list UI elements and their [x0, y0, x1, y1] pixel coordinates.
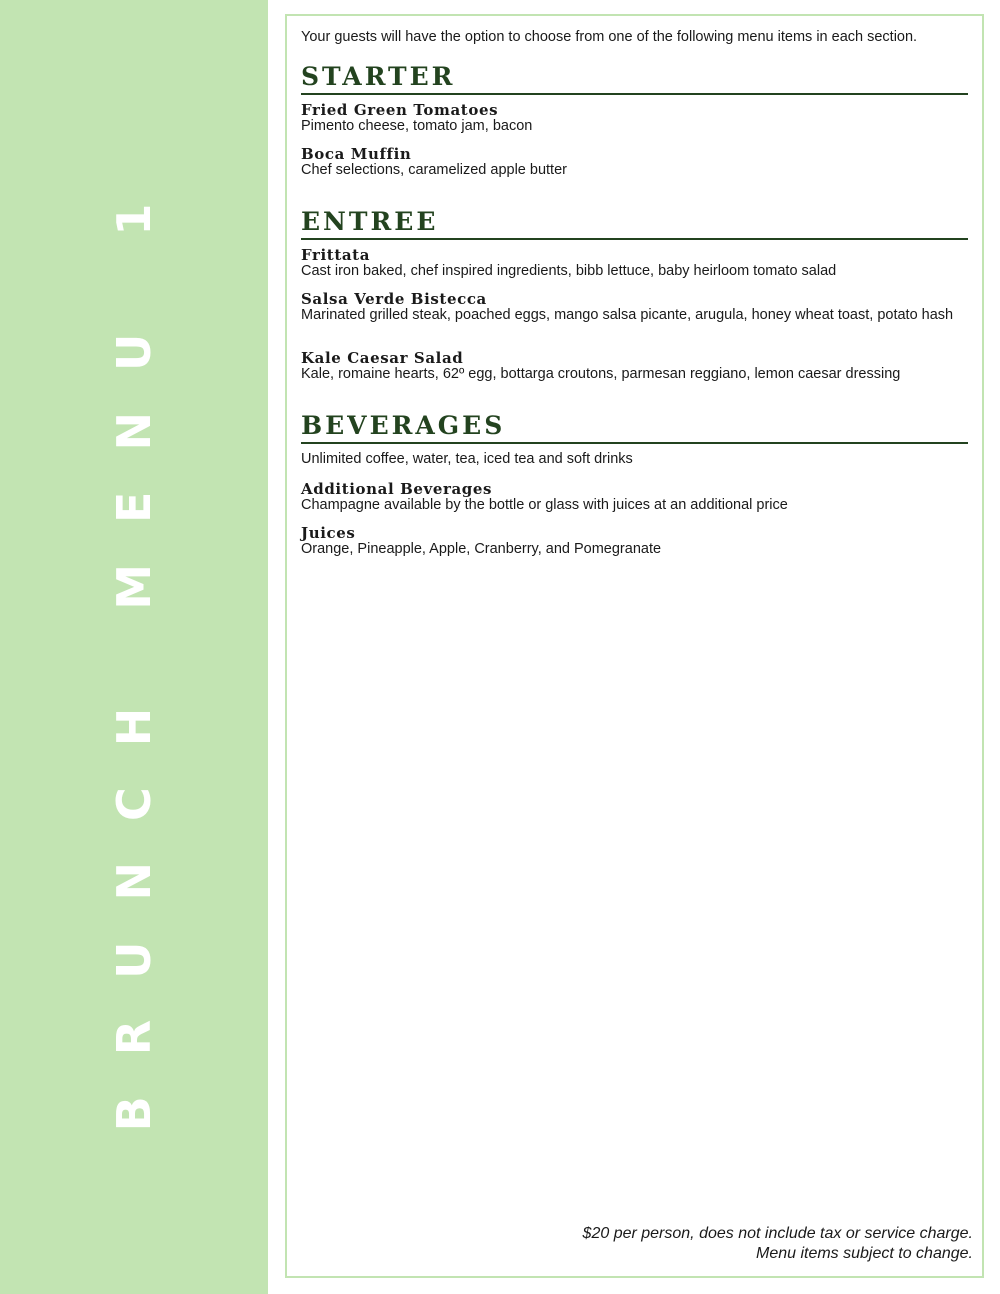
menu-item-salsa-verde-bistecca [301, 291, 968, 323]
item-description: Unlimited coffee, water, tea, iced tea and soft drinks [301, 451, 633, 467]
item-description: Champagne available by the bottle or glass with juices at an additional price [301, 497, 788, 513]
price-note: $20 per person, does not include tax or service charge. [582, 1225, 973, 1242]
item-name: Fried Green Tomatoes [301, 101, 499, 119]
item-name: Juices [301, 524, 356, 542]
item-description: Cast iron baked, chef inspired ingredients, bibb lettuce, baby heirloom tomato salad [301, 263, 837, 279]
sidebar-panel [0, 0, 268, 1294]
change-note: Menu items subject to change. [755, 1245, 973, 1262]
item-name: Salsa Verde Bistecca [301, 290, 487, 308]
menu-item-boca-muffin [301, 146, 968, 178]
item-name: Frittata [301, 246, 371, 264]
menu-item-frittata [301, 247, 968, 279]
menu-item-juices [301, 525, 968, 557]
section-heading-starter: STARTER [301, 63, 968, 95]
item-description: Kale, romaine hearts, 62º egg, bottarga croutons, parmesan reggiano, lemon caesar dressing [301, 366, 901, 382]
menu-item-fried-green-tomatoes [301, 102, 968, 134]
item-description: Pimento cheese, tomato jam, bacon [301, 118, 533, 134]
menu-item-kale-caesar-salad [301, 350, 968, 382]
sidebar-title: BRUNCH MENU 1 [107, 162, 161, 1132]
menu-item-additional-beverages [301, 481, 968, 513]
menu-footer [583, 1224, 973, 1264]
item-name: Additional Beverages [301, 480, 493, 498]
menu-intro: Your guests will have the option to choose from one of the following menu items in each section. [301, 29, 918, 45]
beverages-intro [301, 452, 968, 467]
menu-frame [285, 14, 984, 1278]
item-description: Marinated grilled steak, poached eggs, mango salsa picante, arugula, honey wheat toast, potato hash [301, 307, 954, 323]
item-description: Chef selections, caramelized apple butter [301, 162, 567, 178]
section-heading-beverages: BEVERAGES [301, 412, 968, 444]
item-description: Orange, Pineapple, Apple, Cranberry, and Pomegranate [301, 541, 662, 557]
section-heading-entree: ENTREE [301, 208, 968, 240]
item-name: Boca Muffin [301, 145, 412, 163]
item-name: Kale Caesar Salad [301, 349, 464, 367]
